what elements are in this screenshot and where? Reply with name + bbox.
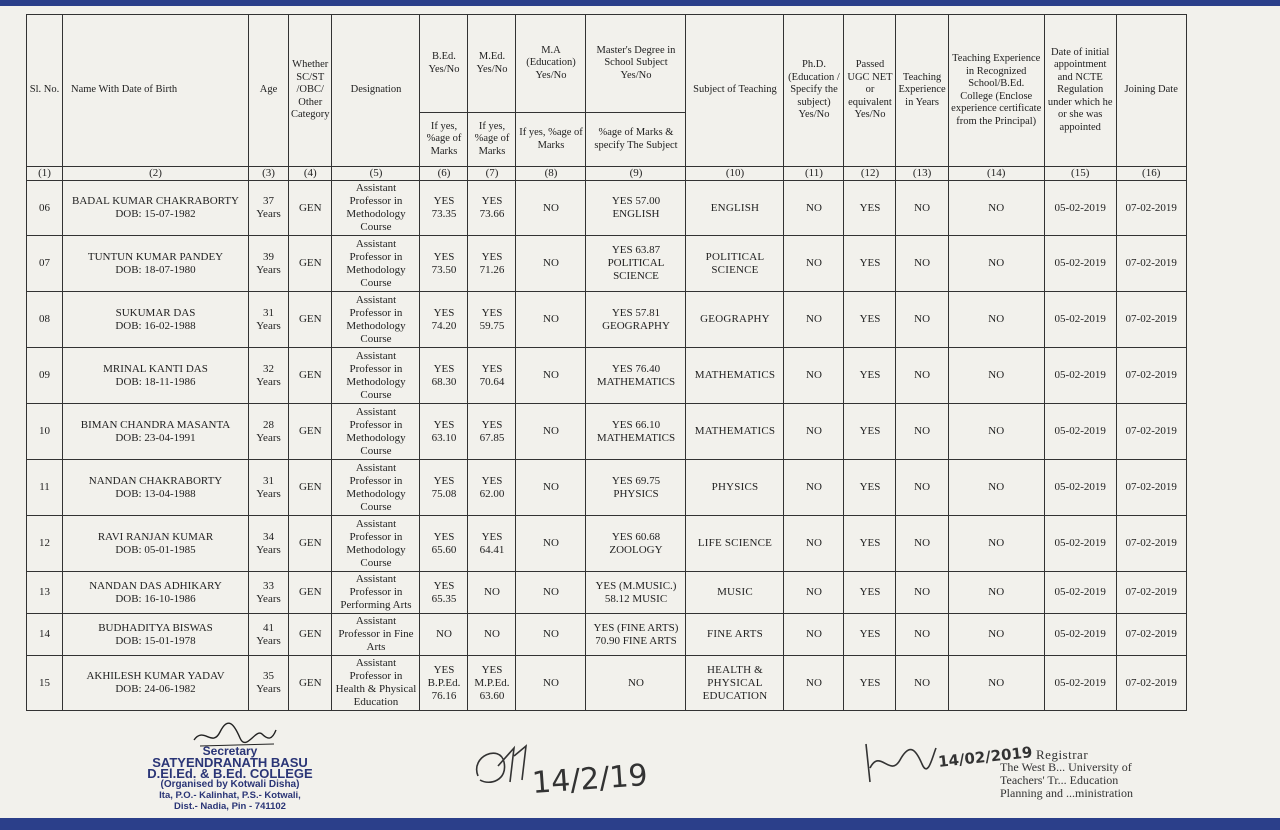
- header-ma: M.A (Education) Yes/No: [516, 15, 586, 113]
- name-cell: [63, 614, 249, 656]
- header-bed-college-exp: Teaching Experience in Recognized School/B.Ed. College (Enclose experience certificate from the Principal): [948, 15, 1044, 167]
- table-row: [27, 292, 1187, 348]
- col-number: (12): [844, 167, 896, 181]
- college-stamp: [120, 746, 340, 812]
- teaching-exp-cell: NO: [896, 181, 948, 236]
- joining-cell: 07-02-2019: [1116, 348, 1186, 404]
- col-number: (15): [1044, 167, 1116, 181]
- subject-cell: GEOGRAPHY: [686, 292, 784, 348]
- header-joining: Joining Date: [1116, 15, 1186, 167]
- category-cell: GEN: [289, 516, 332, 572]
- teaching-exp-cell: NO: [896, 572, 948, 614]
- category-cell: GEN: [289, 292, 332, 348]
- table-row: [27, 348, 1187, 404]
- masters-cell: YES (M.MUSIC.) 58.12 MUSIC: [586, 572, 686, 614]
- registrar-signature: [860, 738, 940, 788]
- ma-cell: NO: [516, 572, 586, 614]
- ugc-cell: YES: [844, 614, 896, 656]
- teaching-exp-cell: NO: [896, 614, 948, 656]
- header-phd: Ph.D. (Education / Specify the subject) Yes/No: [784, 15, 844, 167]
- ma-cell: NO: [516, 656, 586, 711]
- age-cell: 32 Years: [249, 348, 289, 404]
- college-organised: (Organised by Kotwali Disha): [160, 779, 300, 790]
- col-number: (5): [332, 167, 420, 181]
- joining-cell: 07-02-2019: [1116, 460, 1186, 516]
- phd-cell: NO: [784, 236, 844, 292]
- date-of-birth: DOB: 05-01-1985: [115, 543, 196, 556]
- appointment-cell: 05-02-2019: [1044, 572, 1116, 614]
- ma-cell: NO: [516, 516, 586, 572]
- person-name: RAVI RANJAN KUMAR: [97, 530, 214, 543]
- table-row: [27, 572, 1187, 614]
- date-of-birth: DOB: 15-07-1982: [115, 208, 196, 220]
- col-number: (10): [686, 167, 784, 181]
- subject-cell: POLITICAL SCIENCE: [686, 236, 784, 292]
- table-body: [27, 181, 1187, 711]
- date-of-birth: DOB: 15-01-1978: [115, 634, 196, 647]
- ma-cell: NO: [516, 348, 586, 404]
- subject-cell: FINE ARTS: [686, 614, 784, 656]
- teaching-exp-cell: NO: [896, 460, 948, 516]
- joining-cell: 07-02-2019: [1116, 181, 1186, 236]
- ugc-cell: YES: [844, 572, 896, 614]
- designation-cell: Assistant Professor in Health & Physical Education: [332, 656, 420, 711]
- sl-cell: 08: [27, 292, 63, 348]
- med-cell: YES M.P.Ed. 63.60: [468, 656, 516, 711]
- header-name: Name With Date of Birth: [63, 15, 249, 167]
- med-cell: NO: [468, 614, 516, 656]
- masters-cell: YES 57.81 GEOGRAPHY: [586, 292, 686, 348]
- phd-cell: NO: [784, 292, 844, 348]
- age-cell: 39 Years: [249, 236, 289, 292]
- col-number: (8): [516, 167, 586, 181]
- college-exp-cell: NO: [948, 404, 1044, 460]
- sl-cell: 15: [27, 656, 63, 711]
- subject-cell: MATHEMATICS: [686, 404, 784, 460]
- med-cell: YES 59.75: [468, 292, 516, 348]
- col-number: (3): [249, 167, 289, 181]
- subject-cell: MATHEMATICS: [686, 348, 784, 404]
- bed-cell: YES 74.20: [420, 292, 468, 348]
- table-row: [27, 516, 1187, 572]
- joining-cell: 07-02-2019: [1116, 572, 1186, 614]
- sl-cell: 11: [27, 460, 63, 516]
- category-cell: GEN: [289, 404, 332, 460]
- col-number: (9): [586, 167, 686, 181]
- sl-cell: 10: [27, 404, 63, 460]
- appointment-cell: 05-02-2019: [1044, 404, 1116, 460]
- name-cell: [63, 236, 249, 292]
- appointment-cell: 05-02-2019: [1044, 656, 1116, 711]
- teaching-exp-cell: NO: [896, 516, 948, 572]
- college-exp-cell: NO: [948, 656, 1044, 711]
- masters-cell: YES 69.75 PHYSICS: [586, 460, 686, 516]
- registrar-line-1: The West B... University of: [1000, 760, 1132, 774]
- phd-cell: NO: [784, 404, 844, 460]
- col-number: (6): [420, 167, 468, 181]
- header-masters: Master's Degree in School Subject Yes/No: [586, 15, 686, 113]
- col-number: (1): [27, 167, 63, 181]
- ma-cell: NO: [516, 404, 586, 460]
- phd-cell: NO: [784, 348, 844, 404]
- subject-cell: ENGLISH: [686, 181, 784, 236]
- name-cell: [63, 181, 249, 236]
- bed-cell: NO: [420, 614, 468, 656]
- masters-cell: YES 66.10 MATHEMATICS: [586, 404, 686, 460]
- phd-cell: NO: [784, 181, 844, 236]
- name-cell: [63, 348, 249, 404]
- joining-cell: 07-02-2019: [1116, 614, 1186, 656]
- person-name: NANDAN CHAKRABORTY: [88, 474, 223, 487]
- masters-cell: YES (FINE ARTS) 70.90 FINE ARTS: [586, 614, 686, 656]
- subject-cell: PHYSICS: [686, 460, 784, 516]
- joining-cell: 07-02-2019: [1116, 292, 1186, 348]
- header-category: Whether SC/ST /OBC/ Other Category: [289, 15, 332, 167]
- category-cell: GEN: [289, 460, 332, 516]
- college-exp-cell: NO: [948, 181, 1044, 236]
- header-teaching-exp: Teaching Experience in Years: [896, 15, 948, 167]
- header-med: M.Ed. Yes/No: [468, 15, 516, 113]
- bed-cell: YES 73.50: [420, 236, 468, 292]
- registrar-line-2: Teachers' Tr... Education: [1000, 773, 1119, 787]
- subject-cell: HEALTH & PHYSICAL EDUCATION: [686, 656, 784, 711]
- college-address-2: Dist.- Nadia, Pin - 741102: [174, 801, 286, 812]
- designation-cell: Assistant Professor in Methodology Course: [332, 460, 420, 516]
- col-number: (14): [948, 167, 1044, 181]
- header-age: Age: [249, 15, 289, 167]
- appointment-cell: 05-02-2019: [1044, 292, 1116, 348]
- college-exp-cell: NO: [948, 292, 1044, 348]
- header-subject: Subject of Teaching: [686, 15, 784, 167]
- med-cell: YES 71.26: [468, 236, 516, 292]
- joining-cell: 07-02-2019: [1116, 656, 1186, 711]
- header-row: [27, 15, 1187, 113]
- category-cell: GEN: [289, 614, 332, 656]
- age-cell: 31 Years: [249, 292, 289, 348]
- ugc-cell: YES: [844, 292, 896, 348]
- date-of-birth: DOB: 24-06-1982: [115, 683, 196, 695]
- med-cell: YES 67.85: [468, 404, 516, 460]
- bed-cell: YES 75.08: [420, 460, 468, 516]
- inspector-signature: [470, 736, 620, 808]
- appointment-cell: 05-02-2019: [1044, 614, 1116, 656]
- registrar-line-3: Planning and ...ministration: [1000, 786, 1133, 800]
- designation-cell: Assistant Professor in Performing Arts: [332, 572, 420, 614]
- appointment-cell: 05-02-2019: [1044, 181, 1116, 236]
- ugc-cell: YES: [844, 404, 896, 460]
- date-of-birth: DOB: 16-10-1986: [115, 592, 196, 605]
- med-cell: YES 62.00: [468, 460, 516, 516]
- sl-cell: 14: [27, 614, 63, 656]
- name-cell: [63, 460, 249, 516]
- person-name: SUKUMAR DAS: [115, 306, 196, 319]
- phd-cell: NO: [784, 614, 844, 656]
- ma-cell: NO: [516, 236, 586, 292]
- appointment-cell: 05-02-2019: [1044, 348, 1116, 404]
- ugc-cell: YES: [844, 460, 896, 516]
- date-of-birth: DOB: 16-02-1988: [115, 319, 196, 332]
- sl-cell: 13: [27, 572, 63, 614]
- header-marks-bed: If yes, %age of Marks: [420, 113, 468, 167]
- age-cell: 31 Years: [249, 460, 289, 516]
- header-ugc: Passed UGC NET or equivalent Yes/No: [844, 15, 896, 167]
- joining-cell: 07-02-2019: [1116, 516, 1186, 572]
- masters-cell: YES 63.87 POLITICAL SCIENCE: [586, 236, 686, 292]
- table-row: [27, 236, 1187, 292]
- masters-cell: YES 60.68 ZOOLOGY: [586, 516, 686, 572]
- bed-cell: YES B.P.Ed. 76.16: [420, 656, 468, 711]
- masters-cell: YES 76.40 MATHEMATICS: [586, 348, 686, 404]
- date-of-birth: DOB: 18-07-1980: [115, 263, 196, 276]
- person-name: TUNTUN KUMAR PANDEY: [87, 250, 224, 263]
- handwritten-date: 14/2/19: [530, 758, 649, 801]
- ugc-cell: YES: [844, 516, 896, 572]
- header-sl: Sl. No.: [27, 15, 63, 167]
- name-cell: [63, 656, 249, 711]
- date-of-birth: DOB: 23-04-1991: [115, 431, 196, 444]
- col-number: (4): [289, 167, 332, 181]
- ma-cell: NO: [516, 181, 586, 236]
- college-exp-cell: NO: [948, 614, 1044, 656]
- ugc-cell: YES: [844, 348, 896, 404]
- teaching-exp-cell: NO: [896, 404, 948, 460]
- ma-cell: NO: [516, 614, 586, 656]
- person-name: AKHILESH KUMAR YADAV: [86, 670, 225, 682]
- joining-cell: 07-02-2019: [1116, 236, 1186, 292]
- column-number-row: [27, 167, 1187, 181]
- ma-cell: NO: [516, 292, 586, 348]
- college-exp-cell: NO: [948, 572, 1044, 614]
- category-cell: GEN: [289, 656, 332, 711]
- age-cell: 41 Years: [249, 614, 289, 656]
- teaching-exp-cell: NO: [896, 348, 948, 404]
- phd-cell: NO: [784, 572, 844, 614]
- date-of-birth: DOB: 13-04-1988: [115, 487, 196, 500]
- designation-cell: Assistant Professor in Methodology Course: [332, 348, 420, 404]
- header-marks-med: If yes, %age of Marks: [468, 113, 516, 167]
- joining-cell: 07-02-2019: [1116, 404, 1186, 460]
- ma-cell: NO: [516, 460, 586, 516]
- header-marks-ma: If yes, %age of Marks: [516, 113, 586, 167]
- med-cell: YES 64.41: [468, 516, 516, 572]
- table-row: [27, 404, 1187, 460]
- designation-cell: Assistant Professor in Methodology Course: [332, 516, 420, 572]
- name-cell: [63, 292, 249, 348]
- header-appointment: Date of initial appointment and NCTE Regulation under which he or she was appointed: [1044, 15, 1116, 167]
- phd-cell: NO: [784, 516, 844, 572]
- secretary-title: Secretary: [202, 744, 258, 758]
- subject-cell: LIFE SCIENCE: [686, 516, 784, 572]
- table-row: [27, 614, 1187, 656]
- sl-cell: 07: [27, 236, 63, 292]
- header-bed: B.Ed. Yes/No: [420, 15, 468, 113]
- age-cell: 34 Years: [249, 516, 289, 572]
- phd-cell: NO: [784, 656, 844, 711]
- category-cell: GEN: [289, 181, 332, 236]
- college-exp-cell: NO: [948, 236, 1044, 292]
- person-name: BIMAN CHANDRA MASANTA: [80, 418, 231, 431]
- category-cell: GEN: [289, 236, 332, 292]
- sl-cell: 12: [27, 516, 63, 572]
- age-cell: 35 Years: [249, 656, 289, 711]
- col-number: (2): [63, 167, 249, 181]
- ugc-cell: YES: [844, 181, 896, 236]
- age-cell: 28 Years: [249, 404, 289, 460]
- med-cell: YES 73.66: [468, 181, 516, 236]
- bed-cell: YES 73.35: [420, 181, 468, 236]
- name-cell: [63, 572, 249, 614]
- date-of-birth: DOB: 18-11-1986: [115, 375, 196, 388]
- document-sheet: [0, 6, 1280, 818]
- faculty-table: [26, 14, 1187, 711]
- table-row: [27, 181, 1187, 236]
- college-exp-cell: NO: [948, 348, 1044, 404]
- subject-cell: MUSIC: [686, 572, 784, 614]
- secretary-signature: [190, 718, 280, 750]
- sl-cell: 09: [27, 348, 63, 404]
- teaching-exp-cell: NO: [896, 292, 948, 348]
- header-marks-masters: %age of Marks & specify The Subject: [586, 113, 686, 167]
- person-name: BUDHADITYA BISWAS: [98, 621, 213, 634]
- phd-cell: NO: [784, 460, 844, 516]
- bed-cell: YES 65.60: [420, 516, 468, 572]
- header-designation: Designation: [332, 15, 420, 167]
- masters-cell: YES 57.00 ENGLISH: [586, 181, 686, 236]
- med-cell: YES 70.64: [468, 348, 516, 404]
- col-number: (11): [784, 167, 844, 181]
- masters-cell: NO: [586, 656, 686, 711]
- appointment-cell: 05-02-2019: [1044, 460, 1116, 516]
- teaching-exp-cell: NO: [896, 656, 948, 711]
- category-cell: GEN: [289, 572, 332, 614]
- appointment-cell: 05-02-2019: [1044, 236, 1116, 292]
- col-number: (7): [468, 167, 516, 181]
- registrar-stamp: [1000, 748, 1200, 800]
- designation-cell: Assistant Professor in Methodology Course: [332, 404, 420, 460]
- col-number: (13): [896, 167, 948, 181]
- person-name: BADAL KUMAR CHAKRABORTY: [72, 195, 239, 207]
- college-name: SATYENDRANATH BASU: [152, 755, 308, 770]
- college-exp-cell: NO: [948, 516, 1044, 572]
- age-cell: 37 Years: [249, 181, 289, 236]
- col-number: (16): [1116, 167, 1186, 181]
- bed-cell: YES 65.35: [420, 572, 468, 614]
- college-address-1: Ita, P.O.- Kalinhat, P.S.- Kotwali,: [159, 790, 301, 801]
- college-subtitle: D.El.Ed. & B.Ed. COLLEGE: [147, 766, 313, 781]
- person-name: NANDAN DAS ADHIKARY: [89, 579, 222, 592]
- name-cell: [63, 516, 249, 572]
- designation-cell: Assistant Professor in Methodology Course: [332, 292, 420, 348]
- person-name: MRINAL KANTI DAS: [103, 362, 208, 375]
- med-cell: NO: [468, 572, 516, 614]
- teaching-exp-cell: NO: [896, 236, 948, 292]
- designation-cell: Assistant Professor in Methodology Course: [332, 181, 420, 236]
- registrar-date: 14/02/2019: [937, 743, 1034, 771]
- college-exp-cell: NO: [948, 460, 1044, 516]
- sl-cell: 06: [27, 181, 63, 236]
- designation-cell: Assistant Professor in Methodology Course: [332, 236, 420, 292]
- age-cell: 33 Years: [249, 572, 289, 614]
- bed-cell: YES 63.10: [420, 404, 468, 460]
- name-cell: [63, 404, 249, 460]
- registrar-title: Registrar: [1036, 747, 1089, 762]
- ugc-cell: YES: [844, 656, 896, 711]
- designation-cell: Assistant Professor in Fine Arts: [332, 614, 420, 656]
- ugc-cell: YES: [844, 236, 896, 292]
- bed-cell: YES 68.30: [420, 348, 468, 404]
- category-cell: GEN: [289, 348, 332, 404]
- table-row: [27, 460, 1187, 516]
- appointment-cell: 05-02-2019: [1044, 516, 1116, 572]
- table-row: [27, 656, 1187, 711]
